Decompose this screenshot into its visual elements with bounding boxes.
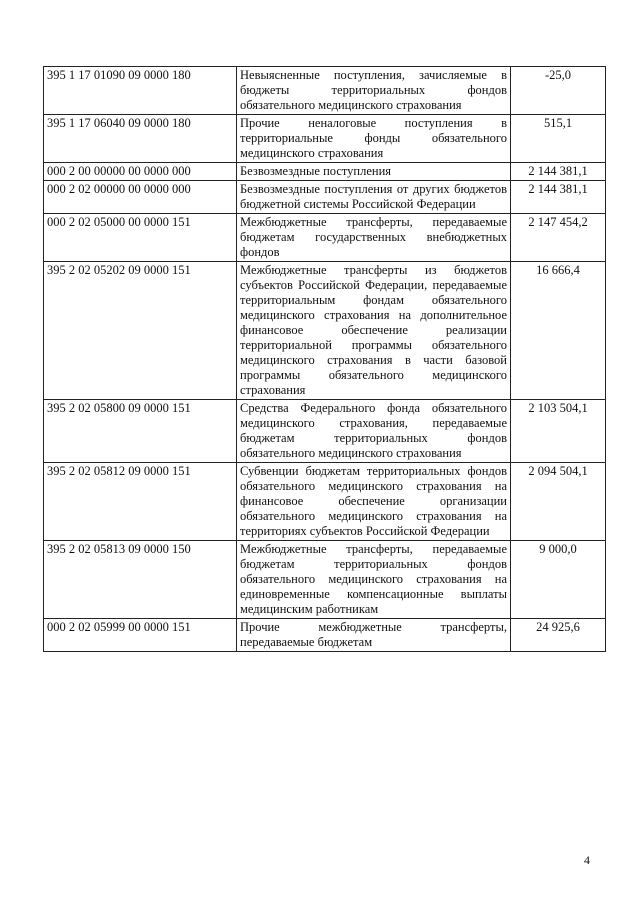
amount-cell: 24 925,6	[511, 619, 606, 652]
budget-code-cell: 000 2 02 05000 00 0000 151	[44, 214, 237, 262]
amount-cell: 16 666,4	[511, 262, 606, 400]
budget-revenue-table	[43, 66, 606, 652]
table-row	[44, 163, 606, 181]
table-row	[44, 541, 606, 619]
amount-cell: 9 000,0	[511, 541, 606, 619]
revenue-name-cell: Безвозмездные поступления	[237, 163, 511, 181]
table-row	[44, 67, 606, 115]
amount-cell: 2 144 381,1	[511, 163, 606, 181]
budget-code-cell: 000 2 00 00000 00 0000 000	[44, 163, 237, 181]
amount-cell: -25,0	[511, 67, 606, 115]
budget-code-cell: 000 2 02 00000 00 0000 000	[44, 181, 237, 214]
revenue-name-cell: Межбюджетные трансферты, передаваемые бюджетам государственных внебюджетных фондов	[237, 214, 511, 262]
table-row	[44, 262, 606, 400]
amount-cell: 2 147 454,2	[511, 214, 606, 262]
revenue-name-cell: Межбюджетные трансферты, передаваемые бюджетам территориальных фондов обязательного медицинского страхования на единовременные компенсационные выплаты медицинским работникам	[237, 541, 511, 619]
revenue-name-cell: Межбюджетные трансферты из бюджетов субъектов Российской Федерации, передаваемые территориальным фондам обязательного медицинского страхования на дополнительное финансовое обеспечение реализации территориальной программы обязательного медицинского страхования в части базовой программы обязательного медицинского страхования	[237, 262, 511, 400]
budget-code-cell: 395 1 17 06040 09 0000 180	[44, 115, 237, 163]
table-row	[44, 400, 606, 463]
budget-code-cell: 395 2 02 05800 09 0000 151	[44, 400, 237, 463]
revenue-name-cell: Невыясненные поступления, зачисляемые в бюджеты территориальных фондов обязательного медицинского страхования	[237, 67, 511, 115]
budget-code-cell: 395 2 02 05813 09 0000 150	[44, 541, 237, 619]
revenue-name-cell: Прочие неналоговые поступления в территориальные фонды обязательного медицинского страхования	[237, 115, 511, 163]
table-row	[44, 463, 606, 541]
budget-code-cell: 395 2 02 05202 09 0000 151	[44, 262, 237, 400]
table-row	[44, 619, 606, 652]
revenue-name-cell: Прочие межбюджетные трансферты, передаваемые бюджетам	[237, 619, 511, 652]
table-row	[44, 181, 606, 214]
amount-cell: 2 094 504,1	[511, 463, 606, 541]
revenue-name-cell: Субвенции бюджетам территориальных фондов обязательного медицинского страхования на финансовое обеспечение организации обязательного медицинского страхования на территориях субъектов Российской Федерации	[237, 463, 511, 541]
budget-code-cell: 395 1 17 01090 09 0000 180	[44, 67, 237, 115]
table-row	[44, 115, 606, 163]
amount-cell: 2 103 504,1	[511, 400, 606, 463]
revenue-name-cell: Средства Федерального фонда обязательного медицинского страхования, передаваемые бюджетам территориальных фондов обязательного медицинского страхования	[237, 400, 511, 463]
page-number: 4	[584, 853, 590, 867]
table-row	[44, 214, 606, 262]
revenue-name-cell: Безвозмездные поступления от других бюджетов бюджетной системы Российской Федерации	[237, 181, 511, 214]
amount-cell: 515,1	[511, 115, 606, 163]
budget-code-cell: 395 2 02 05812 09 0000 151	[44, 463, 237, 541]
amount-cell: 2 144 381,1	[511, 181, 606, 214]
budget-code-cell: 000 2 02 05999 00 0000 151	[44, 619, 237, 652]
